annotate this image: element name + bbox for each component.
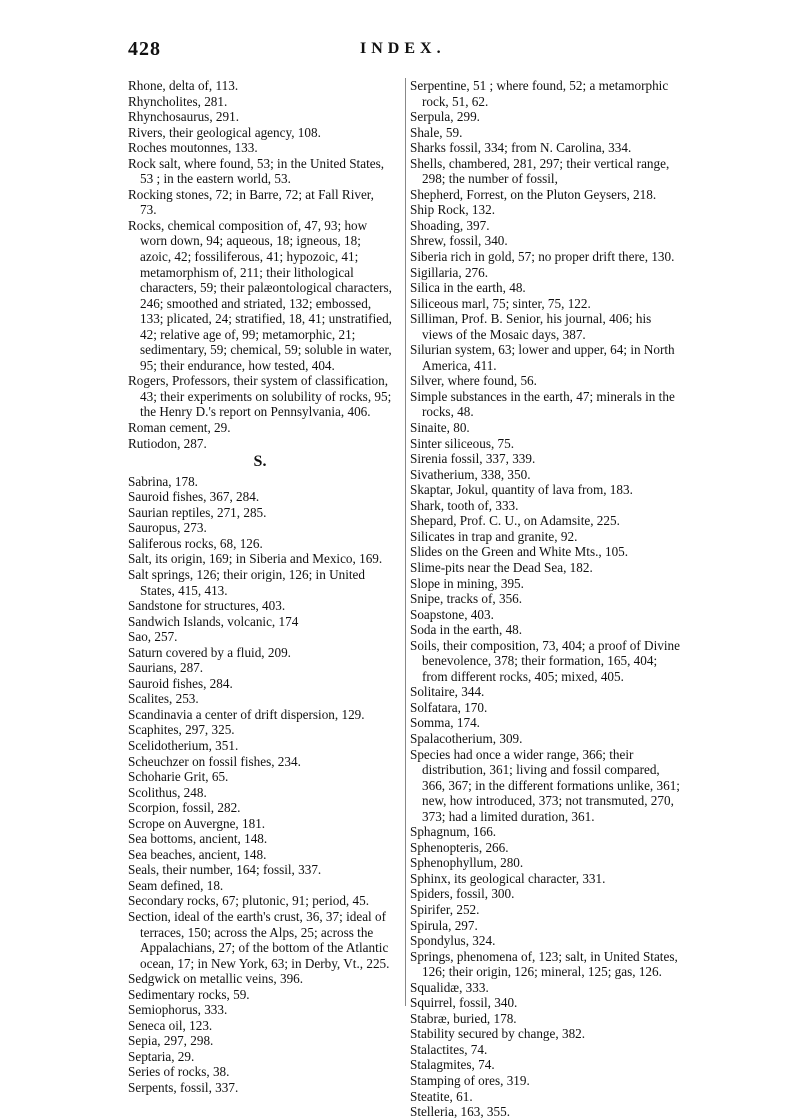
index-entry: Solitaire, 344. [410, 684, 485, 700]
index-entry: Solfatara, 170. [410, 699, 488, 715]
index-entry: Skaptar, Jokul, quantity of lava from, 183. [410, 482, 633, 498]
index-entry: Sphinx, its geological character, 331. [410, 870, 606, 886]
index-entry: Shale, 59. [410, 124, 463, 140]
index-entry: Scrope on Auvergne, 181. [128, 815, 266, 831]
index-entry: Sphenophyllum, 280. [410, 855, 524, 871]
index-entry: Rocks, chemical composition of, 47, 93; how worn down, 94; aqueous, 18; igneous, 18; azoic, 42; fossiliferous, 41; hypozoic, 41; metamorphism of, 211; their lithological characters, 59; their palæontological characters, 246; smoothed and striated, 132; embossed, 133; plicated, 24; stratified, 18, 41; unstratified, 42; relative age of, 99; metamorphic, 21; sedimentary, 59; chemical, 59; soluble in water, 95; their endurance, how tested, 404. [128, 217, 392, 373]
index-entry: Snipe, tracks of, 356. [410, 591, 523, 607]
index-entry: Scaphites, 297, 325. [128, 722, 235, 738]
index-entry: Septaria, 29. [128, 1048, 195, 1064]
running-head: INDEX. [360, 40, 446, 57]
index-entry: Spirifer, 252. [410, 901, 480, 917]
index-entry: Roman cement, 29. [128, 420, 231, 436]
index-entry: Soapstone, 403. [410, 606, 494, 622]
page-number: 428 [128, 38, 161, 60]
index-entry: Shepherd, Forrest, on the Pluton Geysers, 218. [410, 186, 657, 202]
index-entry: Stability secured by change, 382. [410, 1026, 586, 1042]
index-entry: Soils, their composition, 73, 404; a proof of Divine benevolence, 378; their formation, 165, 404; from different rocks, 405; mixed, 405. [410, 637, 680, 684]
index-entry: Rhynchosaurus, 291. [128, 109, 239, 125]
index-entry: Sao, 257. [128, 629, 178, 645]
index-entry: Scelidotherium, 351. [128, 737, 239, 753]
index-entry: Shoading, 397. [410, 217, 490, 233]
index-entry: Springs, phenomena of, 123; salt, in United States, 126; their origin, 126; mineral, 125; gas, 126. [410, 948, 678, 980]
index-entry: Soda in the earth, 48. [410, 622, 523, 638]
r-entries [128, 78, 392, 451]
index-entry: Siliceous marl, 75; sinter, 75, 122. [410, 295, 591, 311]
index-entry: Steatite, 61. [410, 1088, 473, 1104]
index-entry: Rutiodon, 287. [128, 435, 207, 451]
index-entry: Rocking stones, 72; in Barre, 72; at Fall River, 73. [128, 186, 374, 218]
index-entry: Saliferous rocks, 68, 126. [128, 535, 263, 551]
index-entry: Stalagmites, 74. [410, 1057, 495, 1073]
index-entry: Spondylus, 324. [410, 933, 496, 949]
index-entry: Rock salt, where found, 53; in the United States, 53 ; in the eastern world, 53. [128, 155, 385, 187]
index-entry: Salt, its origin, 169; in Siberia and Mexico, 169. [128, 551, 383, 567]
index-entry: Silica in the earth, 48. [410, 280, 526, 296]
index-entry: Schoharie Grit, 65. [128, 769, 229, 785]
index-entry: Sauroid fishes, 367, 284. [128, 489, 260, 505]
index-entry: Stamping of ores, 319. [410, 1073, 530, 1088]
index-entry: Shrew, fossil, 340. [410, 233, 508, 249]
index-entry: Sivatherium, 338, 350. [410, 466, 531, 482]
index-entry: Semiophorus, 333. [128, 1002, 228, 1018]
section-heading-s: S. [253, 453, 267, 471]
index-entry: Shepard, Prof. C. U., on Adamsite, 225. [410, 513, 620, 529]
index-entry: Serpula, 299. [410, 109, 480, 125]
index-entry: Stalactites, 74. [410, 1041, 488, 1057]
index-entry: Shells, chambered, 281, 297; their vertical range, 298; the number of fossil, [410, 155, 670, 187]
index-entry: Shark, tooth of, 333. [410, 497, 519, 513]
index-entry: Roches moutonnes, 133. [128, 140, 258, 156]
index-entry: Series of rocks, 38. [128, 1064, 230, 1080]
index-entry: Rogers, Professors, their system of classification, 43; their experiments on solubility of rocks, 95; the Henry D.'s report on Pennsylvania, 406. [128, 373, 392, 420]
index-entry: Sirenia fossil, 337, 339. [410, 451, 536, 467]
index-entry: Seneca oil, 123. [128, 1017, 213, 1033]
index-entry: Scolithus, 248. [128, 784, 207, 800]
index-entry: Sedimentary rocks, 59. [128, 986, 250, 1002]
index-entry: Stelleria, 163, 355. [410, 1104, 510, 1120]
index-entry: Rivers, their geological agency, 108. [128, 124, 321, 140]
index-entry: Serpentine, 51 ; where found, 52; a metamorphic rock, 51, 62. [410, 78, 669, 109]
index-entry: Scheuchzer on fossil fishes, 234. [128, 753, 301, 769]
index-entry: Salt springs, 126; their origin, 126; in United States, 415, 413. [128, 566, 365, 598]
index-entry: Sedgwick on metallic veins, 396. [128, 971, 304, 987]
index-entry: Somma, 174. [410, 715, 480, 731]
index-entry: Seam defined, 18. [128, 877, 224, 893]
index-entry: Silurian system, 63; lower and upper, 64; in North America, 411. [410, 342, 675, 373]
index-entry: Slope in mining, 395. [410, 575, 524, 591]
index-entry: Spiders, fossil, 300. [410, 886, 515, 902]
s-entries-right [410, 78, 680, 1120]
index-entry: Sphagnum, 166. [410, 824, 497, 840]
index-entry: Sigillaria, 276. [410, 264, 489, 280]
index-entry: Secondary rocks, 67; plutonic, 91; period, 45. [128, 893, 369, 909]
index-entry: Silicates in trap and granite, 92. [410, 528, 578, 544]
index-entry: Squirrel, fossil, 340. [410, 995, 518, 1011]
index-entry: Saurians, 287. [128, 660, 204, 676]
index-entry: Slides on the Green and White Mts., 105. [410, 544, 629, 560]
index-entry: Scandinavia a center of drift dispersion, 129. [128, 706, 365, 722]
index-entry: Squalidæ, 333. [410, 979, 489, 995]
index-entry: Species had once a wider range, 366; their distribution, 361; living and fossil compared, 366, 367; in the different formations unlike, 361; new, how introduced, 373; not transmuted, 270, 373; had a limited duration, 361. [410, 746, 680, 824]
index-entry: Saurian reptiles, 271, 285. [128, 504, 267, 520]
index-entry: Sandstone for structures, 403. [128, 598, 286, 614]
index-entry: Seals, their number, 164; fossil, 337. [128, 862, 322, 878]
index-entry: Siberia rich in gold, 57; no proper drift there, 130. [410, 249, 675, 265]
index-entry: Rhone, delta of, 113. [128, 78, 239, 93]
index-entry: Scalites, 253. [128, 691, 199, 707]
index-entry: Rhyncholites, 281. [128, 93, 228, 109]
index-entry: Section, ideal of the earth's crust, 36, 37; ideal of terraces, 150; across the Alps, 25; across the Appalachians, 27; of the bottom of the Atlantic ocean, 17; in New York, 63; in Derby, Vt., 225. [128, 908, 390, 971]
index-entry: Sea bottoms, ancient, 148. [128, 831, 268, 847]
index-entry: Sabrina, 178. [128, 473, 198, 489]
index-entry: Sinter siliceous, 75. [410, 435, 515, 451]
index-column-right [405, 78, 680, 1120]
index-entry: Sauropus, 273. [128, 520, 207, 536]
index-entry: Sharks fossil, 334; from N. Carolina, 334. [410, 140, 632, 156]
index-entry: Sepia, 297, 298. [128, 1033, 214, 1049]
index-entry: Silver, where found, 56. [410, 373, 537, 389]
index-column-left [128, 78, 392, 1096]
index-entry: Spalacotherium, 309. [410, 730, 523, 746]
index-entry: Sandwich Islands, volcanic, 174 [128, 613, 299, 629]
index-entry: Stabræ, buried, 178. [410, 1010, 517, 1026]
index-entry: Silliman, Prof. B. Senior, his journal, 406; his views of the Mosaic days, 387. [410, 311, 652, 342]
page-header [128, 38, 688, 62]
index-entry: Saturn covered by a fluid, 209. [128, 644, 291, 660]
index-entry: Sinaite, 80. [410, 420, 470, 436]
index-entry: Simple substances in the earth, 47; minerals in the rocks, 48. [410, 388, 675, 420]
index-entry: Slime-pits near the Dead Sea, 182. [410, 559, 593, 575]
index-entry: Sauroid fishes, 284. [128, 675, 233, 691]
index-entry: Serpents, fossil, 337. [128, 1080, 239, 1095]
s-entries-left [128, 474, 392, 1096]
index-entry: Ship Rock, 132. [410, 202, 495, 218]
index-entry: Spirula, 297. [410, 917, 478, 933]
index-entry: Sphenopteris, 266. [410, 839, 509, 855]
index-entry: Sea beaches, ancient, 148. [128, 846, 267, 862]
index-entry: Scorpion, fossil, 282. [128, 800, 241, 816]
